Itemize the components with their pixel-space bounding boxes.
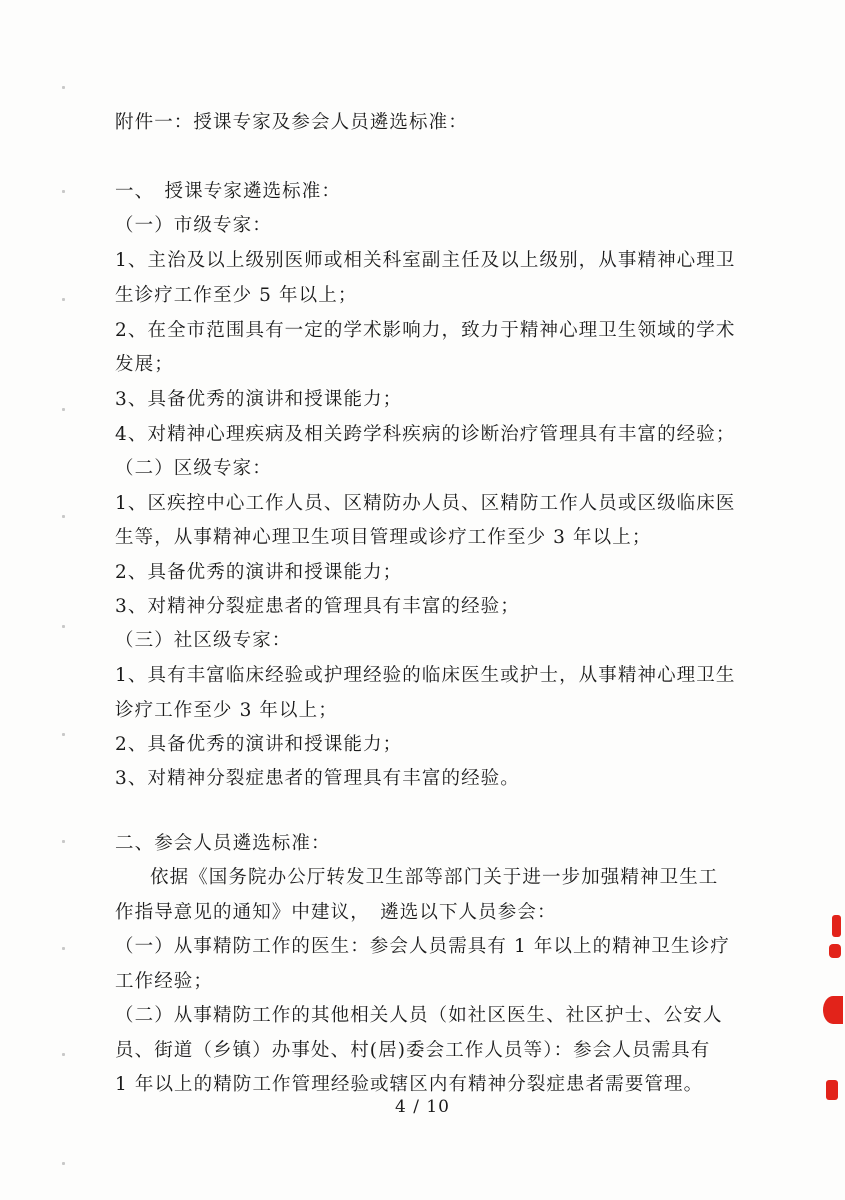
district-expert-heading: （二）区级专家： bbox=[115, 458, 272, 479]
scan-dot bbox=[62, 733, 65, 736]
community-expert-heading: （三）社区级专家： bbox=[115, 630, 292, 651]
city-item2-line1: 2、在全市范围具有一定的学术影响力，致力于精神心理卫生领域的学术 bbox=[115, 320, 736, 341]
section1-heading: 一、 授课专家遴选标准： bbox=[115, 181, 341, 202]
community-item1-line1: 1、具有丰富临床经验或护理经验的临床医生或护士，从事精神心理卫生 bbox=[115, 665, 736, 686]
scan-dot bbox=[62, 515, 65, 518]
seal-fragment bbox=[829, 944, 841, 958]
district-item2: 2、具备优秀的演讲和授课能力； bbox=[115, 562, 403, 583]
scan-dot bbox=[62, 625, 65, 628]
city-expert-heading: （一）市级专家： bbox=[115, 215, 272, 236]
city-item4: 4、对精神心理疾病及相关跨学科疾病的诊断治疗管理具有丰富的经验； bbox=[115, 424, 736, 445]
section2-heading: 二、参会人员遴选标准： bbox=[115, 833, 331, 854]
city-item2-line2: 发展； bbox=[115, 354, 174, 375]
city-item1-line1: 1、主治及以上级别医师或相关科室副主任及以上级别，从事精神心理卫 bbox=[115, 250, 736, 271]
scan-dot bbox=[62, 840, 65, 843]
section2-item1-line1: （一）从事精防工作的医生：参会人员需具有 1 年以上的精神卫生诊疗 bbox=[115, 936, 730, 957]
community-item3: 3、对精神分裂症患者的管理具有丰富的经验。 bbox=[115, 768, 520, 789]
scan-dot bbox=[62, 1162, 65, 1165]
section2-item2-line1: （二）从事精防工作的其他相关人员（如社区医生、社区护士、公安人 bbox=[115, 1005, 723, 1026]
community-item1-line2: 诊疗工作至少 3 年以上； bbox=[115, 700, 338, 721]
section2-item2-line2: 员、街道（乡镇）办事处、村(居)委会工作人员等）：参会人员需具有 bbox=[115, 1040, 711, 1061]
section2-item1-line2: 工作经验； bbox=[115, 971, 214, 992]
section2-intro-line1: 依据《国务院办公厅转发卫生部等部门关于进一步加强精神卫生工 bbox=[150, 867, 719, 888]
section2-intro-line2: 作指导意见的通知》中建议， 遴选以下人员参会： bbox=[115, 902, 557, 923]
seal-fragment bbox=[832, 915, 841, 937]
district-item1-line2: 生等，从事精神心理卫生项目管理或诊疗工作至少 3 年以上； bbox=[115, 527, 652, 548]
scan-dot bbox=[62, 1053, 65, 1056]
city-item1-line2: 生诊疗工作至少 5 年以上； bbox=[115, 285, 358, 306]
section2-item2-line3: 1 年以上的精防工作管理经验或辖区内有精神分裂症患者需要管理。 bbox=[115, 1074, 704, 1095]
scan-dot bbox=[62, 298, 65, 301]
page-number: 4 / 10 bbox=[395, 1097, 450, 1117]
district-item1-line1: 1、区疾控中心工作人员、区精防办人员、区精防工作人员或区级临床医 bbox=[115, 493, 736, 514]
attachment-title: 附件一：授课专家及参会人员遴选标准： bbox=[115, 112, 468, 133]
seal-fragment bbox=[826, 1080, 838, 1100]
scan-dot bbox=[62, 86, 65, 89]
district-item3: 3、对精神分裂症患者的管理具有丰富的经验； bbox=[115, 596, 520, 617]
scan-dot bbox=[62, 947, 65, 950]
scan-dot bbox=[62, 408, 65, 411]
community-item2: 2、具备优秀的演讲和授课能力； bbox=[115, 734, 403, 755]
city-item3: 3、具备优秀的演讲和授课能力； bbox=[115, 389, 403, 410]
seal-fragment bbox=[823, 996, 843, 1024]
scan-dot bbox=[62, 190, 65, 193]
